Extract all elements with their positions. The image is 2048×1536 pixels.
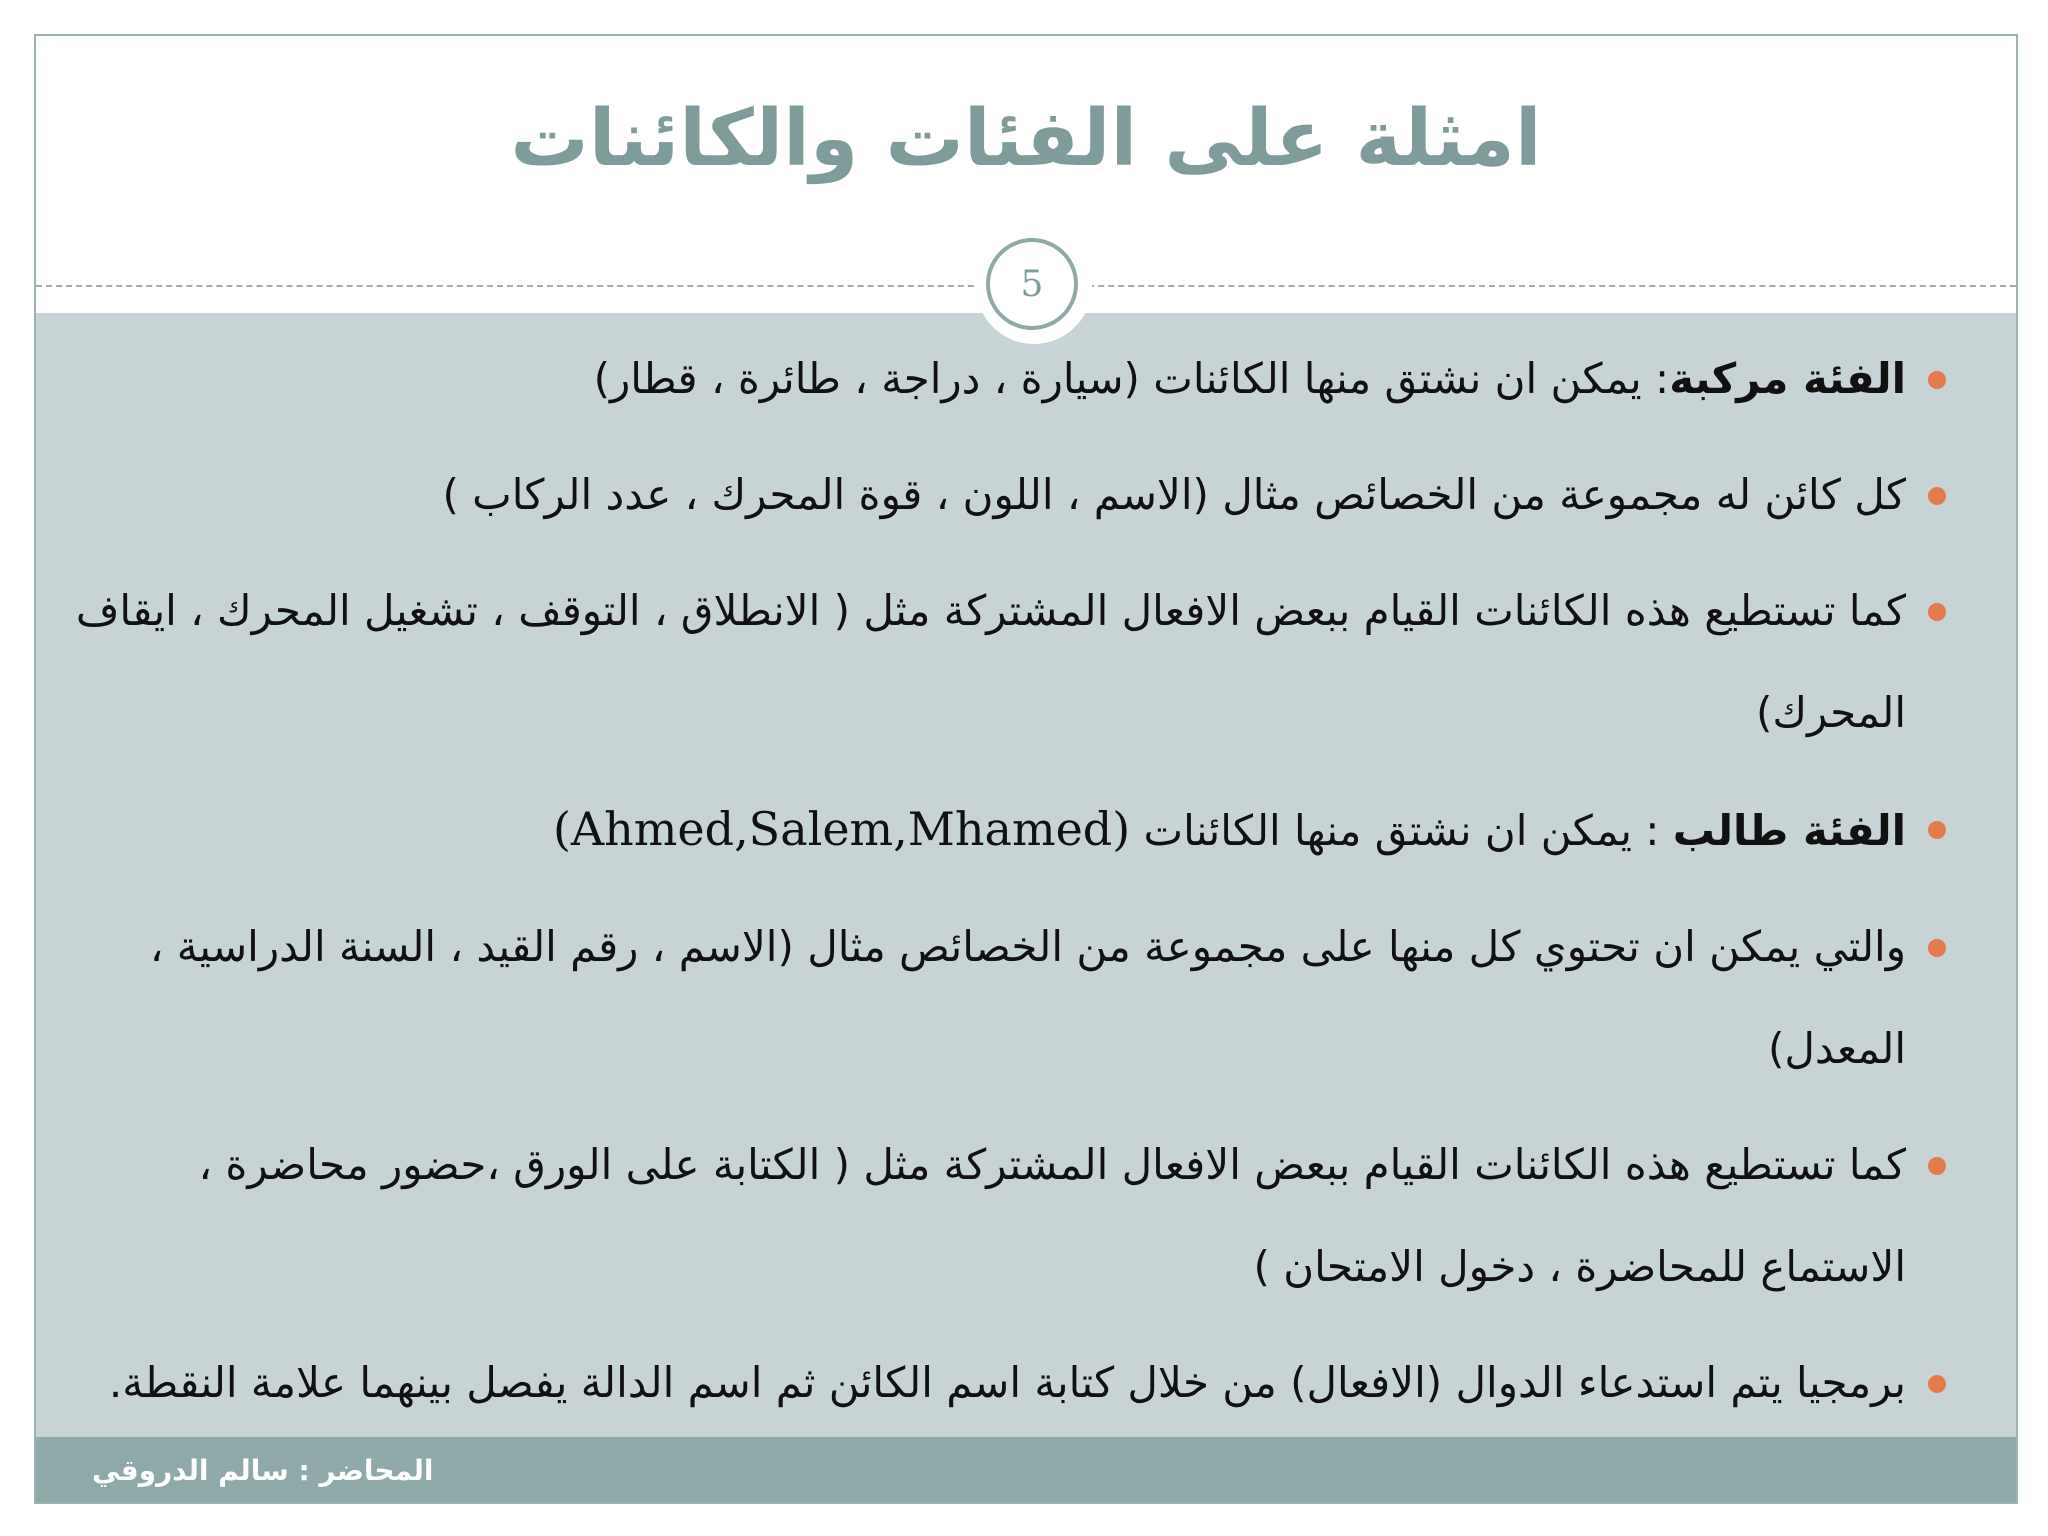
footer-lecturer: المحاضر : سالم الدروقي: [92, 1454, 434, 1487]
bullet-dot-icon: [1928, 821, 1946, 839]
bullet-item-student-actions: [56, 1114, 1946, 1318]
slide-title: امثلة على الفئات والكائنات: [510, 94, 1542, 184]
slide-number: [986, 238, 1078, 330]
bullet-text: كل كائن له مجموعة من الخصائص مثال (الاسم ، اللون ، قوة المحرك ، عدد الركاب ): [442, 470, 1906, 519]
bullet-text: برمجيا يتم استدعاء الدوال (الافعال) من خلال كتابة اسم الكائن ثم اسم الدالة يفصل بينهما علامة النقطة.: [108, 1358, 1906, 1407]
bullet-text: : يمكن ان نشتق منها الكائنات (سيارة ، دراجة ، طائرة ، قطار): [593, 354, 1670, 403]
bullet-text: والتي يمكن ان تحتوي كل منها على مجموعة من الخصائص مثال (الاسم ، رقم القيد ، السنة الدراسية ، المعدل): [149, 922, 1906, 1073]
bullet-text: كما تستطيع هذه الكائنات القيام ببعض الافعال المشتركة مثل ( الكتابة على الورق ،حضور محاضرة ، الاستماع للمحاضرة ، دخول الامتحان ): [198, 1140, 1906, 1291]
bullet-latin-objects: (Ahmed,Salem,Mhamed): [552, 802, 1131, 856]
bullet-item-student-class: [56, 778, 1946, 882]
bullet-dot-icon: [1928, 1375, 1946, 1393]
bullet-dot-icon: [1928, 487, 1946, 505]
bullet-dot-icon: [1928, 371, 1946, 389]
bullet-item-method-call: [56, 1332, 1946, 1434]
bullet-text: كما تستطيع هذه الكائنات القيام ببعض الافعال المشتركة مثل ( الانطلاق ، التوقف ، تشغيل المحرك ، ايقاف المحرك): [75, 586, 1906, 737]
bullet-dot-icon: [1928, 1157, 1946, 1175]
bullet-bold-term: الفئة طالب: [1672, 806, 1906, 855]
slide-number-label: 5: [1020, 263, 1044, 305]
bullet-dot-icon: [1928, 939, 1946, 957]
slide: [34, 34, 2018, 1504]
bullet-bold-term: الفئة مركبة: [1669, 354, 1906, 403]
bullet-item-vehicle-class: [56, 328, 1946, 430]
bullet-text: : يمكن ان نشتق منها الكائنات: [1130, 806, 1673, 855]
bullet-item-vehicle-actions: [56, 560, 1946, 764]
bullet-list: [56, 328, 1946, 1448]
bullet-item-student-properties: [56, 896, 1946, 1100]
bullet-item-vehicle-properties: [56, 444, 1946, 546]
bullet-dot-icon: [1928, 603, 1946, 621]
